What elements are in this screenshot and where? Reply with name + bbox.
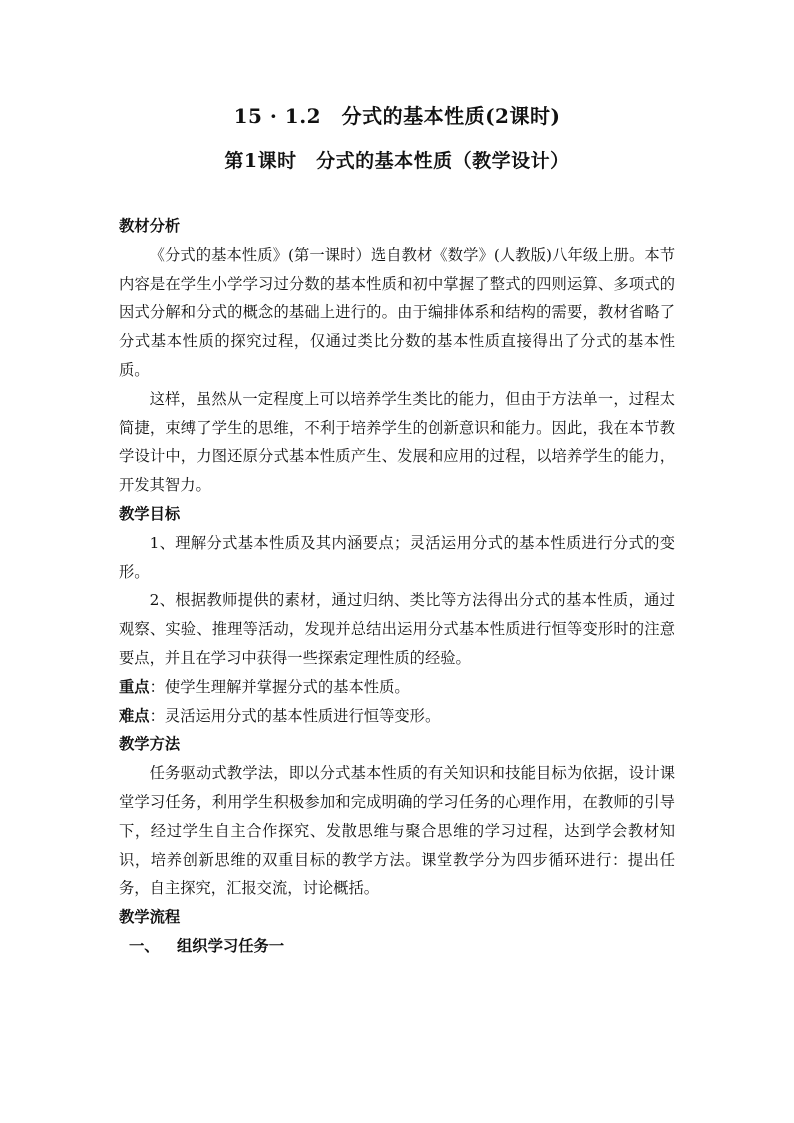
process-step-1-number: 一、: [129, 936, 160, 955]
heading-analysis: 教材分析: [119, 217, 181, 235]
document-body: [119, 212, 675, 961]
heading-method: 教学方法: [119, 735, 181, 754]
analysis-paragraph-1: 《分式的基本性质》(第一课时）选自教材《数学》(人教版)八年级上册。本节内容是在学生小学学习过分数的基本性质和初中掌握了整式的四则运算、多项式的因式分解和分式的概念的基础上进行的。由于编排体系和结构的需要，教材省略了分式基本性质的探究过程，仅通过类比分数的基本性质直接得出了分式的基本性质。: [119, 245, 675, 379]
difficulty-point-text: ：灵活运用分式的基本性质进行恒等变形。: [149, 706, 441, 725]
document-title: 15 · 1.2 分式的基本性质(2课时): [233, 104, 561, 128]
method-paragraph: 任务驱动式教学法，即以分式基本性质的有关知识和技能目标为依据，设计课堂学习任务，利用学生积极参加和完成明确的学习任务的心理作用，在教师的引导下，经过学生自主合作探究、发散思维与聚合思维的学习过程，达到学会教材知识，培养创新思维的双重目标的教学方法。课堂教学分为四步循环进行：提出任务，自主探究，汇报交流，讨论概括。: [119, 764, 675, 898]
process-step-1-text: 组织学习任务一: [177, 936, 285, 955]
key-point: [119, 673, 675, 702]
document-subtitle: 第1课时 分式的基本性质（教学设计）: [224, 150, 570, 172]
analysis-paragraph-2: 这样，虽然从一定程度上可以培养学生类比的能力，但由于方法单一，过程太简捷，束缚了学生的思维，不利于培养学生的创新意识和能力。因此，我在本节教学设计中，力图还原分式基本性质产生、发展和应用的过程，以培养学生的能力，开发其智力。: [119, 389, 675, 495]
key-point-label: 重点: [119, 677, 150, 696]
key-point-text: ：使学生理解并掌握分式的基本性质。: [149, 677, 410, 696]
difficulty-point: [119, 702, 675, 731]
process-step-1: [119, 932, 675, 961]
heading-process: 教学流程: [119, 908, 181, 927]
objective-item-1: 1、理解分式基本性质及其内涵要点；灵活运用分式的基本性质进行分式的变形。: [119, 533, 675, 581]
heading-objectives: 教学目标: [119, 504, 181, 523]
objective-item-2: 2、根据教师提供的素材，通过归纳、类比等方法得出分式的基本性质，通过观察、实验、推理等活动，发现并总结出运用分式基本性质进行恒等变形时的注意要点，并且在学习中获得一些探索定理性质的经验。: [119, 591, 675, 667]
difficulty-point-label: 难点: [119, 706, 150, 725]
